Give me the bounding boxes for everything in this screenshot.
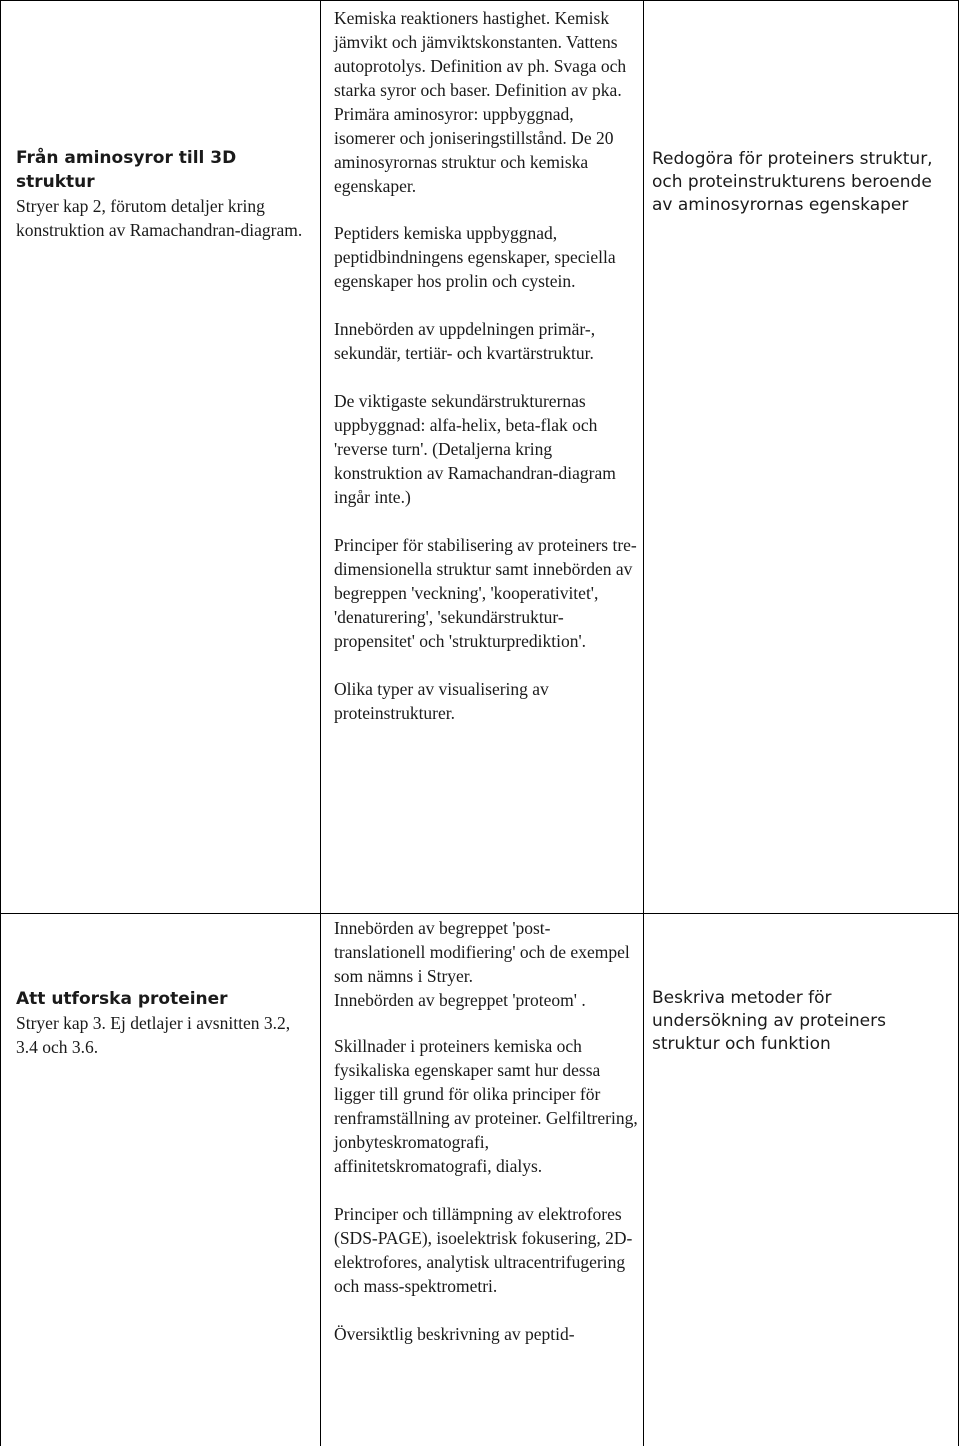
row2-content-paragraph-1: Innebörden av begreppet 'post-translationell modifiering' och de exempel som nämns i Stryer.: [334, 918, 630, 986]
row2-goal-text: Beskriva metoder för undersökning av proteiners struktur och funktion: [652, 988, 886, 1054]
row1-topic-reference: Stryer kap 2, förutom detaljer kring konstruktion av Ramachandran-diagram.: [16, 196, 303, 240]
table-border-left: [0, 0, 1, 1446]
row1-content-paragraph-6: Olika typer av visualisering av proteinstrukturer.: [334, 679, 549, 723]
row1-content-paragraph-1: Kemiska reaktioners hastighet. Kemisk jämvikt och jämviktskonstanten. Vattens autoprotolys. Definition av ph. Svaga och starka syror och baser. Definition av pka. Primära aminosyror: uppbyggnad, isomerer och joniseringstillstånd. De 20 aminosyrornas struktur och kemiska egenskaper.: [334, 8, 627, 196]
column-divider-1: [320, 0, 321, 1446]
row1-topic-cell: [16, 146, 316, 242]
row-divider: [0, 913, 959, 914]
column-divider-2: [643, 0, 644, 1446]
row2-topic-title: Att utforska proteiner: [16, 989, 228, 1009]
row2-goal-cell: [652, 987, 952, 1056]
row1-goal-cell: [652, 148, 952, 217]
row2-content-paragraph-4: Principer och tillämpning av elektrofores (SDS-PAGE), isoelektrisk fokusering, 2D-elektrofores, analytisk ultracentrifugering och mass-spektrometri.: [334, 1204, 633, 1296]
row2-content-paragraph-5: Översiktlig beskrivning av peptid-: [334, 1324, 575, 1344]
row1-content-paragraph-4: De viktigaste sekundärstrukturernas uppbyggnad: alfa-helix, beta-flak och 'reverse turn'. (Detaljerna kring konstruktion av Ramachandran-diagram ingår inte.): [334, 391, 616, 507]
row1-content-paragraph-3: Innebörden av uppdelningen primär-, sekundär, tertiär- och kvartärstruktur.: [334, 319, 596, 363]
table-border-right: [958, 0, 959, 1446]
row1-goal-text: Redogöra för proteiners struktur, och proteinstrukturens beroende av aminosyrornas egenskaper: [652, 149, 933, 215]
row1-content-paragraph-5: Principer för stabilisering av proteiners tre-dimensionella struktur samt innebörden av begreppen 'veckning', 'kooperativitet', 'denaturering', 'sekundärstruktur-propensitet' och 'strukturprediktion'.: [334, 535, 637, 651]
row2-content-paragraph-3: Skillnader i proteiners kemiska och fysikaliska egenskaper samt hur dessa ligger till grund för olika principer för renframställning av proteiner. Gelfiltrering, jonbyteskromatografi, affinitetskromatografi, dialys.: [334, 1036, 638, 1176]
row2-topic-cell: [16, 987, 316, 1059]
row2-topic-reference: Stryer kap 3. Ej detlajer i avsnitten 3.2, 3.4 och 3.6.: [16, 1013, 291, 1057]
row1-topic-title: Från aminosyror till 3D struktur: [16, 148, 237, 192]
row2-content-paragraph-2: Innebörden av begreppet 'proteom' .: [334, 990, 586, 1010]
table-border-top: [0, 0, 959, 1]
row1-content-cell: [334, 6, 639, 725]
row1-content-paragraph-2: Peptiders kemiska uppbyggnad, peptidbindningens egenskaper, speciella egenskaper hos prolin och cystein.: [334, 223, 616, 291]
row2-content-cell: [334, 916, 639, 1346]
